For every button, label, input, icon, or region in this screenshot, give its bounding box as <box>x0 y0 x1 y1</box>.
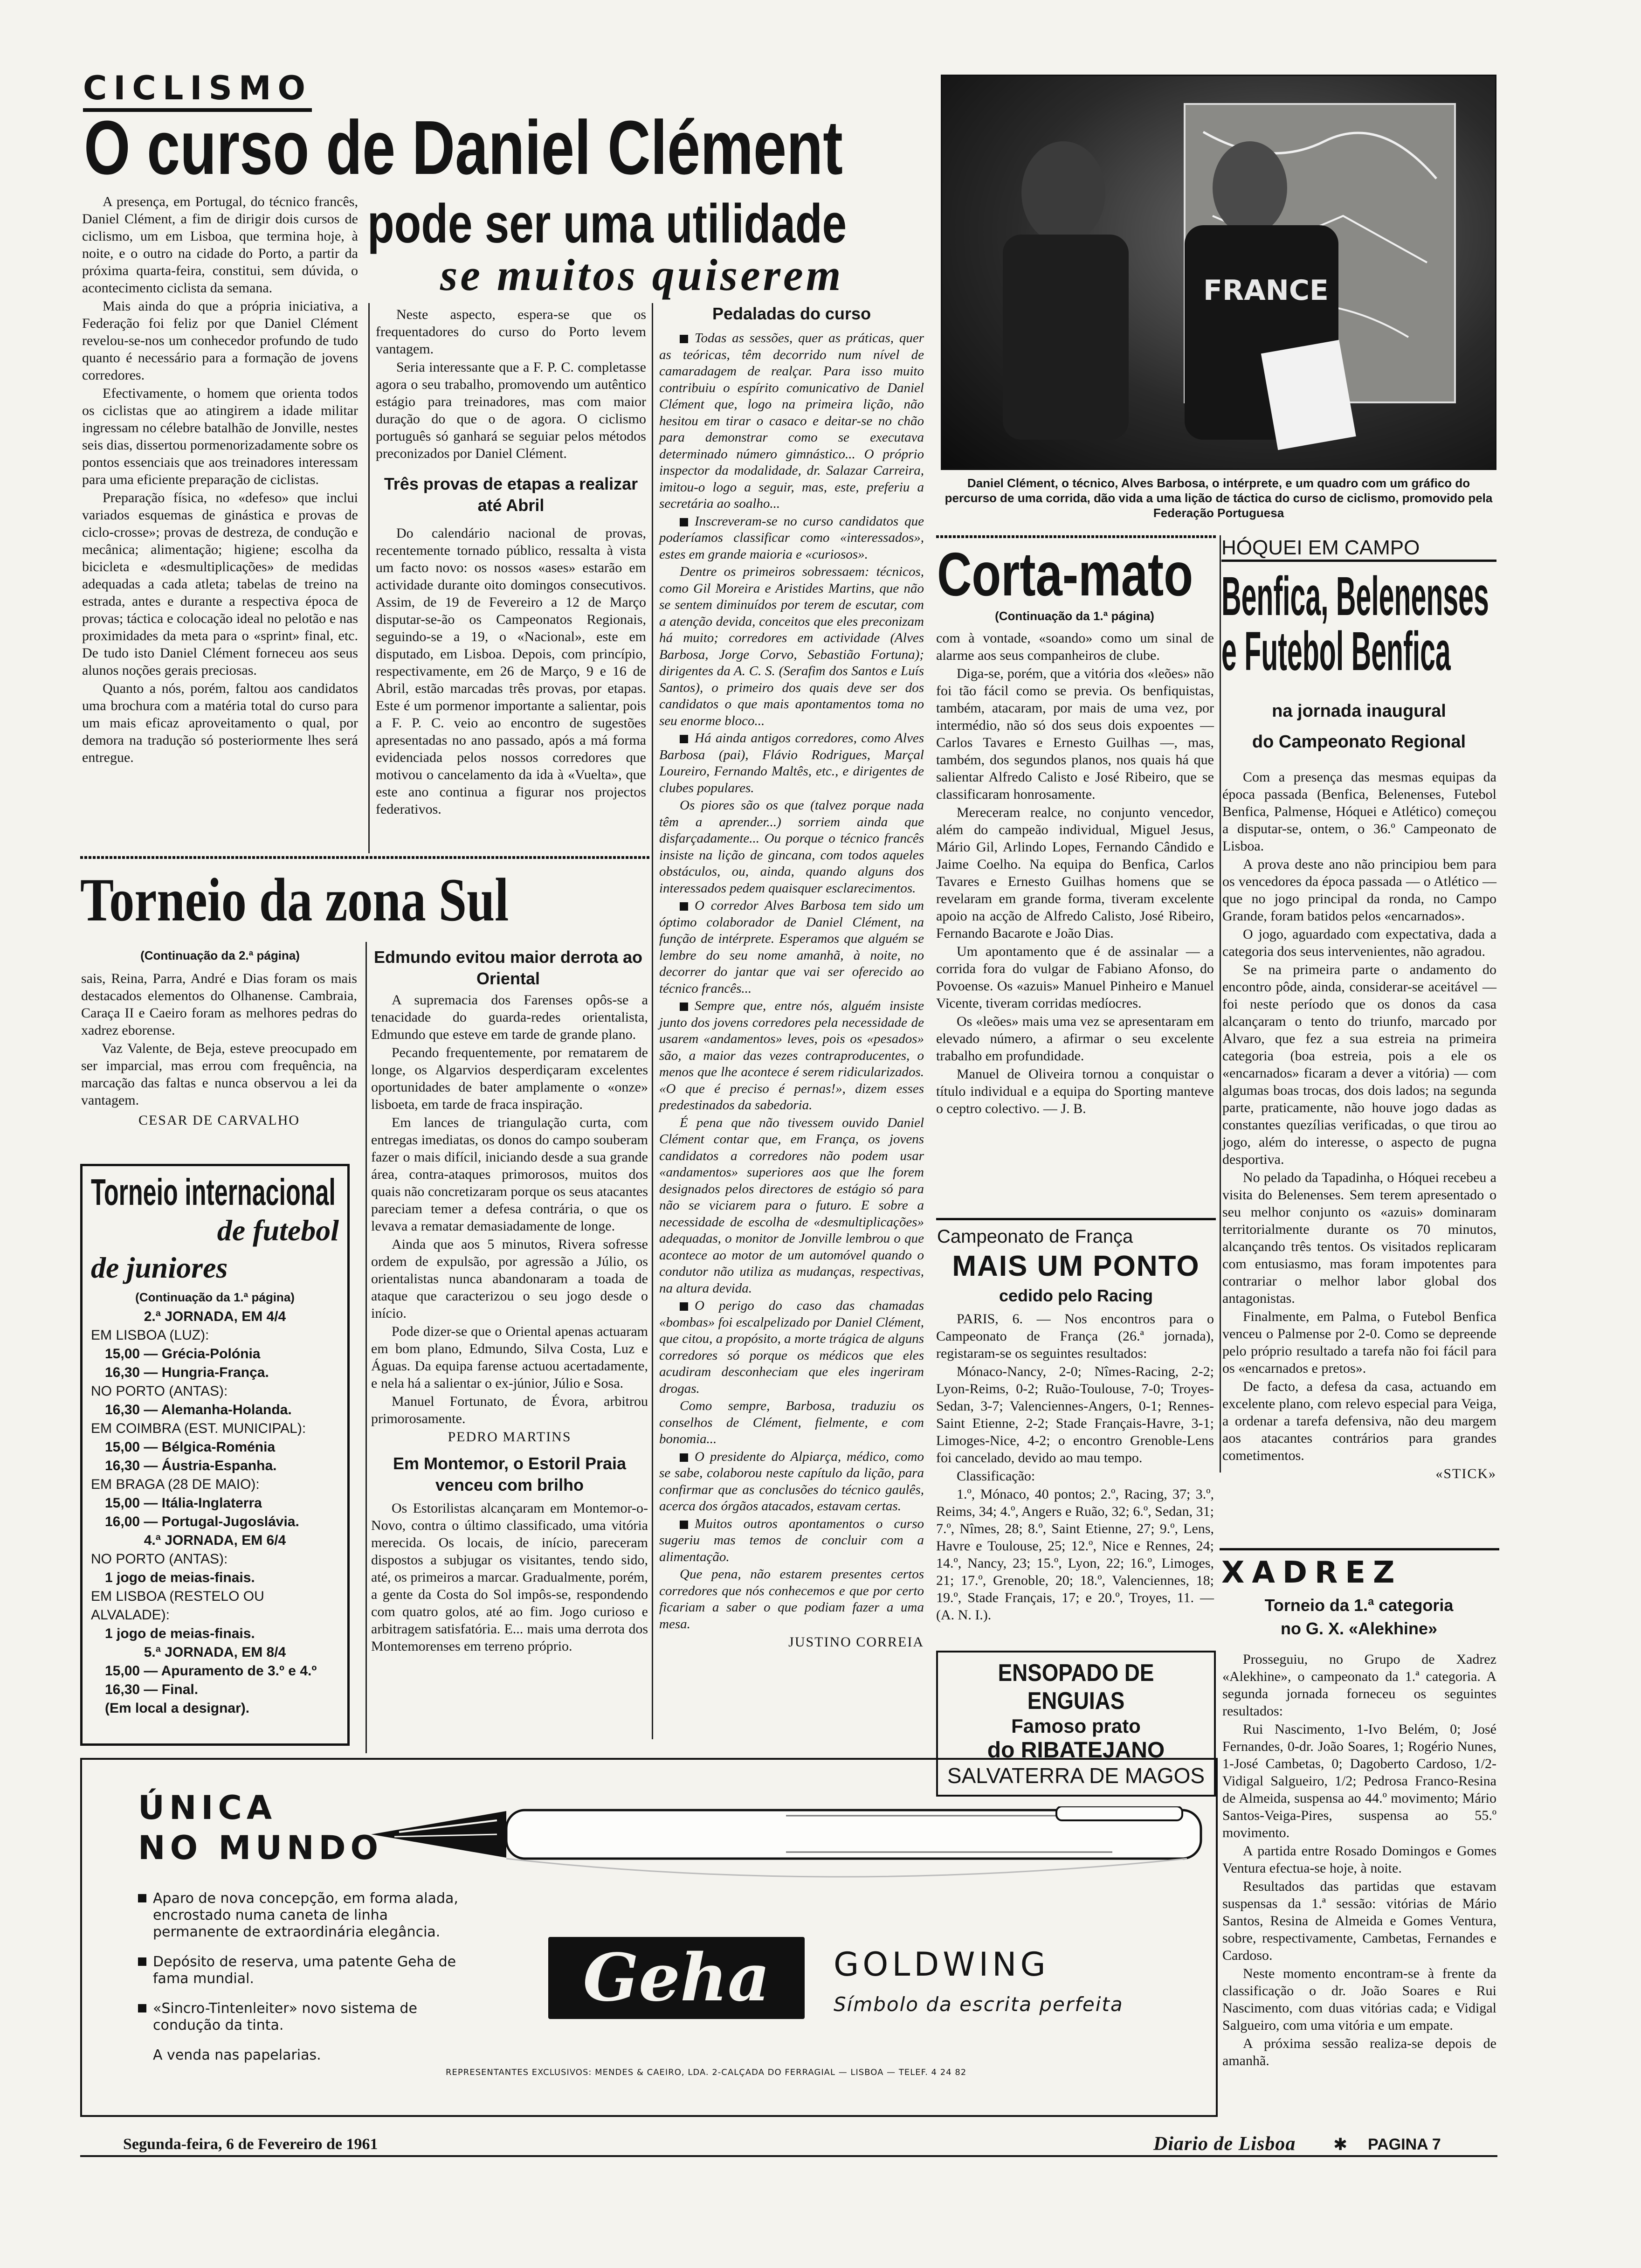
ciclismo-column-3 <box>659 303 924 1650</box>
paragraph: Se na primeira parte o andamento do encontro pôde, ainda, considerar-se aceitável — foi neste período que os donos da casa alcançaram o tento do triunfo, marcado por Alvaro, que fez a sua estreia na primeira categoria (boa estreia, pois a ele os «encarnados» ficaram a dever a vitória) — com algumas boas trocas, dos dois lados; na segunda parte, praticamente, não houve jogo dadas as constantes quezílias verificadas, o que tirou ao jogo, além do interesse, o aspecto de pugna desportiva. <box>1222 962 1496 1167</box>
paragraph: Sempre que, entre nós, alguém insiste junto dos jovens corredores pela necessidade de usarem «andamentos» leves, pois os «pesados» são, a maior das vezes contraproducentes, o menos que lhe acontece é serem ridicularizados. «O que é preciso é pernas!», dizem esses predestinados da sabedoria. <box>659 998 924 1113</box>
paragraph: Efectivamente, o homem que orienta todos os ciclistas que ao atingirem a idade militar ingressam no célebre batalhão de Jonville, nestes seis dias, dissertou pormenorizadamente sobre os pontos essenciais que aos treinadores interessam para uma eficiente preparação de ciclistas. <box>82 386 358 487</box>
paragraph: Mónaco-Nancy, 2-0; Nîmes-Racing, 2-2; Lyon-Reims, 0-2; Ruão-Toulouse, 7-0; Troyes-Sedan, 3-7; Valenciennes-Angers, 0-1; Rennes-Saint Etienne, 2-2; Stade Français-Havre, 3-1; Limoges-Nice, 4-2; o encontro Grenoble-Lens foi cancelado, devido ao mau tempo. <box>936 1364 1214 1466</box>
bullet-icon <box>680 1302 688 1311</box>
paragraph: Classificação: <box>957 1468 1035 1484</box>
continuation-note: (Continuação da 2.ª página) <box>140 948 300 962</box>
bullet-icon <box>680 335 688 343</box>
paragraph: Preparação física, no «defeso» que inclui variados esquemas de ginástica e provas de ciclo-crosse»; provas de destreza, de condução e mecânica; alimentação; higiene; escolha da bicicleta e «desmultiplicações» de medidas adequadas a cada atleta; tabelas de treino na estrada, antes e durante a respectiva época de provas; táctica e colocação ideal no pelotão e nas proximidades da meta para o «sprint» final, etc. De tudo isto Daniel Clément forneceu aos seus alunos noções gerais preciosas. <box>82 490 358 678</box>
schedule-line: NO PORTO (ANTAS): <box>91 1383 228 1399</box>
kicker-franca: Campeonato de França <box>937 1226 1133 1247</box>
dotted-rule <box>80 856 650 859</box>
paragraph: O presidente do Alpiarça, médico, como se sabe, colaborou neste capítulo da lição, para confirmar que as conclusões do técnico gaulês, acerca dos órgãos atacados, estavam certas. <box>659 1449 924 1514</box>
schedule-line: 4.ª JORNADA, EM 6/4 <box>144 1533 286 1548</box>
column-divider <box>1220 535 1221 1473</box>
paragraph: A supremacia dos Farenses opôs-se a tenacidade do guarda-redes orientalista, Edmundo que esteve em tarde de grande plano. <box>371 992 648 1042</box>
subheading-jornada: na jornada inaugural <box>1272 701 1446 721</box>
schedule-line: 15,00 — Bélgica-Roménia <box>105 1439 276 1455</box>
subheading-pedaladas: Pedaladas do curso <box>712 304 871 323</box>
corta-mato-body <box>936 629 1214 1118</box>
section-label-xadrez: XADREZ <box>1221 1556 1402 1590</box>
juniores-title-line2: de futebol <box>217 1214 339 1247</box>
byline-cesar: CESAR DE CARVALHO <box>138 1113 300 1128</box>
paragraph: Prosseguiu, no Grupo de Xadrez «Alekhine», o campeonato da 1.ª categoria. A segunda jornada forneceu os seguintes resultados: <box>1222 1652 1496 1719</box>
paragraph: Mereceram realce, no conjunto vencedor, além do campeão individual, Miguel Jesus, Mário Gil, Arlindo Lopes, Fernando Cândido e Jaime Coelho. Na equipa do Benfica, Carlos Tavares e Ernesto Guilhas homens que se revelaram em grande forma, tiveram excelente apoio na acção de Alfredo Calisto, José Ribeiro, Fernando Bacarote e João Dias. <box>936 805 1214 941</box>
subheading-torneio-categoria: Torneio da 1.ª categoria <box>1264 1596 1454 1615</box>
schedule-line: 2.ª JORNADA, EM 4/4 <box>144 1309 286 1324</box>
divider <box>936 1218 1216 1220</box>
paragraph: Manuel de Oliveira tornou a conquistar o título individual e a equipa do Sporting manteve o ceptro colectivo. — J. B. <box>936 1066 1214 1116</box>
ad-bullet-item: Depósito de reserva, uma patente Geha de fama mundial. <box>138 1954 474 1987</box>
schedule-line: 1 jogo de meias-finais. <box>105 1570 255 1585</box>
paragraph: Um apontamento que é de assinalar — a corrida fora do vulgar de Fabiano Afonso, do Povoense. Os «azuis» Manuel Pinheiro e Manuel Vicente, tiveram corridas medíocres. <box>936 944 1214 1011</box>
paragraph: Vaz Valente, de Beja, esteve preocupado em ser imparcial, mas errou com frequência, na marcação das faltas e nunca observou a lei da vantagem. <box>81 1041 357 1108</box>
ad-bullet-item: Aparo de nova concepção, em forma alada, encrostado numa caneta de linha permanente de extraordinária elegância. <box>138 1890 474 1941</box>
paragraph: Neste momento encontram-se à frente da classificação o dr. João Soares e Rui Nascimento, com duas vitórias cada; e Vidigal Salgueiro, com uma vitória e um empate. <box>1222 1966 1496 2033</box>
footer-page-number: PAGINA 7 <box>1362 2136 1447 2154</box>
byline-justino: JUSTINO CORREIA <box>788 1634 924 1650</box>
subheading-racing: cedido pelo Racing <box>999 1286 1153 1305</box>
paragraph: Mais ainda do que a própria iniciativa, a Federação foi feliz por que Daniel Clément revelou-se-nos um conhecedor profundo de tudo quanto é necessário para a formação de jovens corredores. <box>82 298 358 383</box>
headline-mais-um-ponto: MAIS UM PONTO <box>952 1250 1200 1282</box>
paragraph: A próxima sessão realiza-se depois de amanhã. <box>1222 2036 1496 2068</box>
schedule-line: 16,30 — Alemanha-Holanda. <box>105 1402 292 1418</box>
photo-illustration <box>942 76 1495 469</box>
bullet-icon <box>138 1894 146 1902</box>
schedule-line: 15,00 — Apuramento de 3.º e 4.º <box>105 1663 317 1679</box>
bullet-icon <box>680 1003 688 1011</box>
ad-sale-note: A venda nas papelarias. <box>153 2047 321 2063</box>
photo-caption: Daniel Clément, o técnico, Alves Barbosa, o intérprete, e um quadro com um gráfico do percurso de uma corrida, dão vida a uma lição de táctica do curso de ciclismo, promovido pela Federação Portuguesa <box>945 476 1493 520</box>
bullet-icon <box>680 518 688 526</box>
geha-brand: Geha <box>583 1940 770 2016</box>
paragraph: No pelado da Tapadinha, o Hóquei recebeu a visita do Belenenses. Sem terem apresentado o seu melhor conjunto os «azuis» dominaram territorialmente durante os 70 minutos, alcançando três tentos. Os visitados replicaram com entusiasmo, mas foram impotentes para contrariar o melhor labor global dos antagonistas. <box>1222 1170 1496 1306</box>
bullet-icon <box>680 735 688 743</box>
paragraph: O jogo, aguardado com expectativa, dada a categoria dos seus intervenientes, não agradou. <box>1222 927 1496 959</box>
hoquei-body <box>1222 768 1496 1482</box>
paragraph: A partida entre Rosado Domingos e Gomes Ventura efectua-se hoje, à noite. <box>1222 1843 1496 1876</box>
column-divider <box>365 942 367 1753</box>
ad-bullet-item: «Sincro-Tintenleiter» novo sistema de condução da tinta. <box>138 2000 474 2034</box>
paragraph: A presença, em Portugal, do técnico francês, Daniel Clément, a fim de dirigir dois cursos de ciclismo, um em Lisboa, que termina hoje, à noite, e o outro na cidade do Porto, a partir da próxima quarta-feira, constitui, sem dúvida, o acontecimento ciclista da semana. <box>82 194 358 296</box>
schedule-line: 16,30 — Final. <box>105 1682 199 1697</box>
subheading-alekhine: no G. X. «Alekhine» <box>1280 1619 1438 1638</box>
headline-benfica: Benfica, Belenenses <box>1221 569 1489 627</box>
column-divider <box>652 303 653 1739</box>
fountain-pen-icon <box>366 1806 1215 1914</box>
paragraph: Em lances de triangulação curta, com entregas imediatas, os donos do campo souberam fazer o mais difícil, iniciando desde a sua grande área, contra-ataques primorosos, muitos dos quais não concretizaram porque os seus atacantes pareciam temer a defesa contrária, o que os levava a rematar demasiadamente de longe. <box>371 1115 648 1234</box>
section-label-ciclismo: CICLISMO <box>83 69 312 112</box>
paragraph: Finalmente, em Palma, o Futebol Benfica venceu o Palmense por 2-0. Como se depreende pelo próprio resultado a tarefa não foi fácil para os «encarnados e pretos». <box>1222 1309 1496 1376</box>
paragraph: É pena que não tivessem ouvido Daniel Clément contar que, em França, os jovens candidatos a corredores não podem usar «andamentos» superiores aos que lhe forem designados pelos directores de estágio só para não se viciarem para o futuro. E sobre a necessidade de escolha de «desmultiplicações» adequadas, o monitor de Jonville lembrou o que acontece ao motor de um automóvel quando o condutor não utiliza as mudanças, respectivas, na altura devida. <box>659 1115 924 1296</box>
schedule-line: NO PORTO (ANTAS): <box>91 1551 228 1567</box>
paragraph: O corredor Alves Barbosa tem sido um óptimo colaborador de Daniel Clément, na função de intérprete. Esperamos que alguém se lembre do seu nome amanhã, à noite, no decorrer do jantar que vai ser oferecido ao técnico francês... <box>659 898 924 996</box>
geha-logo <box>548 1937 805 2019</box>
paragraph: De facto, a defesa da casa, actuando em excelente plano, com relevo especial para Veiga, a ordenar a tarefa defensiva, não deu margem aos atacantes contrários para grandes cometimentos. <box>1222 1379 1496 1463</box>
schedule-line: EM LISBOA (LUZ): <box>91 1328 209 1343</box>
paragraph: Rui Nascimento, 1-Ivo Belém, 0; José Fernandes, 0-dr. João Soares, 1; Rogério Nunes, 1-José Cambetas, 0; Dagoberto Cardoso, 1/2-Vidigal Salgueiro, 1/2; Pedrosa Franco-Resina de Almeida, suspensa ao 44.º movimento; Mário Santos-Veiga-Pires, suspensa ao 55.º movimento. <box>1222 1722 1496 1840</box>
box-torneio-juniores <box>80 1164 350 1746</box>
bullet-icon <box>680 1521 688 1529</box>
headline-utilidade: pode ser uma utilidade <box>367 193 847 255</box>
paragraph: A prova deste ano não principiou bem para os vencedores da época passada — o Atlético — que no jogo principal da ronda, no Campo Grande, foram batidos pelos «encarnados». <box>1222 857 1496 924</box>
ciclismo-column-2 <box>376 306 646 819</box>
subheading-regional: do Campeonato Regional <box>1252 732 1466 752</box>
continuation-note: (Continuação da 1.ª página) <box>995 609 1154 623</box>
ad-title-mundo: NO MUNDO <box>138 1829 383 1867</box>
bullet-icon <box>138 1957 146 1966</box>
ad-bullets <box>138 1890 474 2064</box>
paragraph: Com a presença das mesmas equipas da época passada (Benfica, Belenenses, Futebol Benfica, Palmense, Hóquei e Atlético) começou a disputar-se, ontem, o 36.º Campeonato de Lisboa. <box>1222 769 1496 854</box>
paragraph: Ainda que aos 5 minutos, Rivera sofresse ordem de expulsão, por agressão a Júlio, os orientalistas nunca abandonaram a toada de ataque que caracterizou o seu jogo desde o início. <box>371 1237 648 1321</box>
paragraph: sais, Reina, Parra, André e Dias foram os mais destacados elementos do Olhanense. Cambraia, Caraça II e Caeiro foram as melhores pedras do xadrez eborense. <box>81 971 357 1038</box>
column-divider <box>368 303 370 853</box>
bullet-icon <box>680 1453 688 1462</box>
paragraph: Os «leões» mais uma vez se apresentaram em elevado número, a afirmar o seu excelente trabalho em profundidade. <box>936 1014 1214 1064</box>
schedule-line: EM COIMBRA (EST. MUNICIPAL): <box>91 1421 306 1436</box>
juniores-schedule <box>91 1307 339 1718</box>
byline-stick: «STICK» <box>1435 1466 1496 1481</box>
schedule-line: EM BRAGA (28 DE MAIO): <box>91 1477 260 1492</box>
paragraph: Todas as sessões, quer as práticas, quer as teóricas, têm decorrido num nível de camaradagem de realçar. Para isso muito contribuiu o espírito comunicativo de Daniel Clément que, logo na primeira lição, não hesitou em tirar o casaco e deitar-se no chão para demonstrar como se executava determinado número gimnástico... O próprio inspector da modalidade, dr. Salazar Carreira, imitou-o logo a seguir, mas, este, preferiu a secretária ao soalho... <box>659 331 924 511</box>
subheading-montemor: Em Montemor, o Estoril Praia venceu com brilho <box>393 1454 627 1494</box>
schedule-line: EM LISBOA (RESTELO OU ALVALADE): <box>91 1589 264 1623</box>
juniores-title-line1: Torneio internacional <box>91 1171 336 1213</box>
headline-futebol-benfica: e Futebol Benfica <box>1221 621 1451 681</box>
edmundo-body <box>371 991 648 1656</box>
paragraph: Diga-se, porém, que a vitória dos «leões» não foi tão fácil como se previa. Os benfiquistas, também, atacaram, por mais de uma vez, por intermédio, não só dos seus dois expoentes — Carlos Tavares e Ernesto Guilhas —, mas, também, dos segundos planos, nos quais há que salientar Alfredo Calisto e José Ribeiro, que se classificaram honrosamente. <box>936 666 1214 802</box>
paragraph: Neste aspecto, espera-se que os frequentadores do curso do Porto levem vantagem. <box>376 307 646 357</box>
bullet-icon <box>680 902 688 911</box>
headline-hoquei-box <box>1221 569 1496 681</box>
paragraph: Do calendário nacional de provas, recentemente tornado público, ressalta à vista um facto novo: os nossos «ases» estarão em actividade durante oito domingos consecutivos. Assim, de 19 de Fevereiro a 12 de Março disputar-se-ão os Campeonatos Regionais, seguindo-se a 19, o «Nacional», este em disputado, em Lisboa. Depois, com princípio, respectivamente, em 26 de Março, 9 e 16 de Abril, estão marcadas três provas, por etapas. Este é um pormenor importante a salientar, pois a F. P. C. veio ao encontro de sugestões apresentadas no ano passado, após a má forma evidenciada pelos nossos corredores que motivou o cancelamento da ida à «Vuelta», que este ano continua a figurar nos projectos federativos. <box>376 526 646 817</box>
ad-title-unica: ÚNICA <box>138 1789 277 1827</box>
dotted-rule <box>936 535 1216 538</box>
paragraph: Os piores são os que (talvez porque nada têm a aprender...) sorriem ainda que disfarçadamente... Ou porque o técnico francês insiste na lição de gincana, com todos aqueles obstáculos, ou, ainda, quando alguns dos interessados pedem quaisquer esclarecimentos. <box>659 798 924 896</box>
ad-enguias-line: SALVATERRA DE MAGOS <box>947 1763 1205 1788</box>
footer-masthead: Diario de Lisboa <box>1148 2133 1301 2155</box>
paragraph: Muitos outros apontamentos o curso sugeriu mas temos de concluir com a alimentação. <box>659 1516 924 1564</box>
section-label-hoquei: HÓQUEI EM CAMPO <box>1221 536 1496 562</box>
schedule-line: 16,30 — Áustria-Espanha. <box>105 1458 277 1473</box>
paragraph: Pecando frequentemente, por rematarem de longe, os Algarvios desperdiçaram excelentes oportunidades de bater amplamente o «onze» lisboeta, em tarde de fraca inspiração. <box>371 1045 648 1112</box>
schedule-line: (Em local a designar). <box>105 1701 250 1716</box>
ad-enguias-line: Famoso prato <box>1011 1715 1141 1737</box>
xadrez-body <box>1222 1651 1496 2070</box>
schedule-line: 5.ª JORNADA, EM 8/4 <box>144 1645 286 1660</box>
juniores-title-line3: de juniores <box>91 1251 228 1284</box>
headline-corta-mato: Corta-mato <box>937 540 1193 608</box>
paragraph: Seria interessante que a F. P. C. completasse agora o seu trabalho, promovendo um autêntico estágio para treinadores, mas com maior duração do que o de agora. O ciclismo português só ganhará se seguiar pelos métodos preconizados por Daniel Clément. <box>376 360 646 461</box>
paragraph: Resultados das partidas que estavam suspensas da 1.ª sessão: vitórias de Mário Santos, Resina de Almeida e Gomes Ventura, sobre, respectivamente, Cambetas, Fernandes e Cardoso. <box>1222 1879 1496 1963</box>
paragraph: 1.º, Mónaco, 40 pontos; 2.º, Racing, 37; 3.º, Reims, 34; 4.º, Angers e Ruão, 32; 6.º, Sedan, 31; 7.º, Nîmes, 28; 8.º, Saint Etienne, 27; 9.º, Lens, Havre e Toulouse, 25; 12.º, Nice e Rennes, 24; 14.º, Nancy, 23; 15.º, Lyon, 22; 16.º, Limoges, 21; 17.º, Grenoble, 20; 18.º, Valenciennes, 18; 19.º, Stade Français, 17; e 20.º, Troyes, 11. — (A. N. I.). <box>936 1487 1214 1623</box>
zona-sul-body <box>81 970 357 1129</box>
svg-text:FRANCE: FRANCE <box>1203 274 1329 307</box>
footer-date: Segunda-feira, 6 de Fevereiro de 1961 <box>117 2136 384 2153</box>
continuation-note: (Continuação da 1.ª página) <box>135 1290 295 1304</box>
paragraph: Quanto a nós, porém, faltou aos candidatos uma brochura com a matéria total do curso para um mais eficaz aproveitamento o qual, por demora na tradução só posteriormente lhes será entregue. <box>82 681 358 765</box>
paragraph: Há ainda antigos corredores, como Alves Barbosa (pai), Flávio Rodrigues, Marçal Loureiro, Fernando Maltês, etc., e dirigentes de clubes populares. <box>659 731 924 795</box>
subheading-edmundo: Edmundo evitou maior derrota ao Oriental <box>373 947 643 988</box>
ad-enguias-title: ENSOPADO DE ENGUIAS <box>998 1660 1154 1715</box>
schedule-line: 15,00 — Itália-Inglaterra <box>105 1495 262 1511</box>
ad-dealers: REPRESENTANTES EXCLUSIVOS: MENDES & CAEIRO, LDA. 2-CALÇADA DO FERRAGIAL — LISBOA — TELEF. 4 24 82 <box>446 2067 967 2077</box>
paragraph: Manuel Fortunato, de Évora, arbitrou primorosamente. <box>371 1394 648 1426</box>
paragraph: Como sempre, Barbosa, traduziu os conselhos de Clément, fielmente, e com bonomia... <box>659 1398 924 1446</box>
ad-enguias-line: do RIBATEJANO <box>987 1738 1165 1763</box>
schedule-line: 1 jogo de meias-finais. <box>105 1626 255 1641</box>
footer-rule <box>80 2155 1497 2157</box>
star-icon: ✱ <box>1329 2135 1352 2154</box>
ad-product-name: GOLDWING <box>834 1945 1049 1984</box>
ad-geha <box>80 1758 1218 2117</box>
subheading-etapas: Três provas de etapas a realizar até Abril <box>384 474 638 515</box>
franca-body <box>936 1310 1214 1625</box>
paragraph: PARIS, 6. — Nos encontros para o Campeonato de França (26.ª jornada), registaram-se os seguintes resultados: <box>936 1311 1214 1361</box>
paragraph: Pode dizer-se que o Oriental apenas actuaram em bom plano, Edmundo, Silva Costa, Luz e Águas. Da equipa farense actuou acertadamente, e nela há a salientar o ex-júnior, Júlio e Sosa. <box>371 1324 648 1391</box>
paragraph: Dentre os primeiros sobressaem: técnicos, como Gil Moreira e Aristides Martins, que não se sentem diminuídos por terem de escutar, com a atenção devida, conceitos que eles preconizam há muito; corredores em actividade (Alves Barbosa, Jorge Corvo, Sebastião Fortuna); dirigentes da A. C. S. (Serafim dos Santos e Luís Santos), o primeiro dos quais deve ser dos candidatos o que mais apontamentos toma no seu enorme bloco... <box>659 564 924 728</box>
headline-zona-sul: Torneio da zona Sul <box>80 865 509 934</box>
paragraph: com à vontade, «soando» como um sinal de alarme aos seus companheiros de clube. <box>936 630 1214 663</box>
headline-quiserem: se muitos quiserem <box>440 250 844 300</box>
paragraph: Inscreveram-se no curso candidatos que poderíamos classificar como «interessados», estes em grande maioria e «curiosos». <box>659 513 924 562</box>
paragraph: Que pena, não estarem presentes certos corredores que nós conhecemos e que por certo ficariam a saber o que podiam fazer a uma mesa. <box>659 1567 924 1632</box>
headline-clement: O curso de Daniel Clément <box>84 105 843 190</box>
ad-slogan: Símbolo da escrita perfeita <box>834 1993 1124 2016</box>
schedule-line: 16,00 — Portugal-Jugoslávia. <box>105 1514 299 1529</box>
schedule-line: 15,00 — Grécia-Polónia <box>105 1346 261 1362</box>
schedule-line: 16,30 — Hungria-França. <box>105 1365 269 1380</box>
paragraph: O perigo do caso das chamadas «bombas» foi escalpelizado por Daniel Clément, que citou, a propósito, a morte trágica de alguns corredores só porque os médicos que eles acudiram desconheciam que eles ingeriram drogas. <box>659 1298 924 1396</box>
paragraph: Os Estorilistas alcançaram em Montemor-o-Novo, contra o último classificado, uma vitória merecida. Os locais, de início, pareceram dispostos a subjugar os visitantes, tendo sido, até, os primeiros a marcar. Gradualmente, porém, a gente da Costa do Sol impôs-se, respondendo com quatro golos, até ao fim. Jogo curioso e arbitragem satisfatória. E... mais uma derrota dos Montemorenses em terreno próprio. <box>371 1500 648 1654</box>
photo-clement-lesson <box>941 75 1496 470</box>
divider <box>1220 1548 1499 1550</box>
bullet-icon <box>138 2004 146 2012</box>
ciclismo-column-1 <box>82 193 358 767</box>
byline-pedro: PEDRO MARTINS <box>448 1429 572 1445</box>
